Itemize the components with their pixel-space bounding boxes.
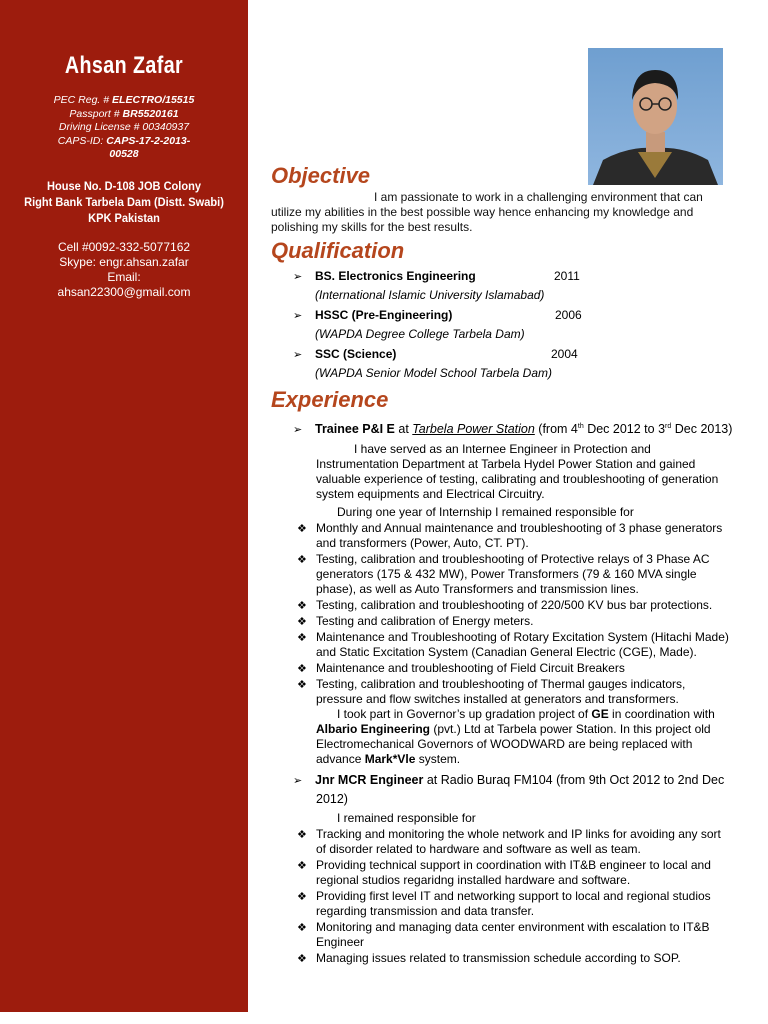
qualification-year: 2011	[554, 269, 580, 283]
contact	[0, 240, 248, 300]
bullet-text: Providing first level IT and networking support to local and regional studios	[316, 889, 711, 903]
qualification-institute: (WAPDA Senior Model School Tarbela Dam)	[315, 366, 552, 380]
arrow-bullet-icon: ➢	[293, 310, 303, 322]
qualification-item: ➢ HSSC (Pre-Engineering)	[293, 306, 452, 326]
job-1-intro-line: system equipments and Electrical Circuitry.	[316, 487, 545, 501]
qualification-heading: Qualification	[271, 238, 405, 263]
governor-line: advance Mark*Vle system.	[316, 752, 461, 766]
address	[10, 178, 238, 226]
job-2-resp: I remained responsible for	[337, 811, 476, 825]
diamond-bullet-icon: ❖	[297, 663, 307, 675]
qualification-institute: (International Islamic University Islamabad)	[315, 288, 545, 302]
diamond-bullet-icon: ❖	[297, 679, 307, 691]
caps-id-cont: 00528	[109, 148, 139, 160]
cell-number: Cell #0092-332-5077162	[57, 239, 191, 254]
candidate-name: Ahsan Zafar	[64, 52, 184, 79]
bullet-text: Monthly and Annual maintenance and troubleshooting of 3 phase generators	[316, 521, 723, 535]
arrow-bullet-icon: ➢	[293, 775, 303, 787]
bullet-text: and Static Excitation System (Canadian General Electric (CGE), Made).	[316, 645, 697, 659]
bullet-text: of disorder related to hardware and software as well as team.	[316, 842, 641, 856]
bullet-text: Tracking and monitoring the whole network and IP links for avoiding any sort	[316, 827, 721, 841]
job-1-intro-line: valuable experience of testing, calibrating and troubleshooting of generation	[316, 472, 719, 486]
diamond-bullet-icon: ❖	[297, 616, 307, 628]
qualification-institute: (WAPDA Degree College Tarbela Dam)	[315, 327, 525, 341]
diamond-bullet-icon: ❖	[297, 600, 307, 612]
caps-id: CAPS-ID: CAPS-17-2-2013-	[57, 134, 191, 147]
bullet-text: Providing technical support in coordination with IT&B engineer to local and	[316, 858, 711, 872]
diamond-bullet-icon: ❖	[297, 922, 307, 934]
job-2-title-cont: 2012)	[316, 792, 348, 806]
experience-heading: Experience	[271, 387, 389, 412]
job-1-intro-line: Instrumentation Department at Tarbela Hydel Power Station and gained	[316, 457, 696, 471]
bullet-text: Testing and calibration of Energy meters.	[316, 614, 534, 628]
arrow-bullet-icon: ➢	[293, 349, 303, 361]
diamond-bullet-icon: ❖	[297, 953, 307, 965]
objective-line-3: polishing my skills for the best results.	[271, 220, 473, 234]
objective-line-1: I am passionate to work in a challenging environment that can	[374, 190, 703, 204]
bullet-text: Managing issues related to transmission schedule according to SOP.	[316, 951, 681, 965]
profile-photo	[588, 48, 723, 185]
governor-line: Electromechanical Governors of WOODWARD are being replaced with	[316, 737, 693, 751]
bullet-text: phase), as well as Auto Transformers and transmission lines.	[316, 582, 639, 596]
diamond-bullet-icon: ❖	[297, 860, 307, 872]
qualification-item: ➢ SSC (Science)	[293, 345, 396, 365]
arrow-bullet-icon: ➢	[293, 424, 303, 437]
objective-line-2: utilize my abilities in the best possible way hence enhancing my knowledge and	[271, 205, 694, 219]
address-line-3: KPK Pakistan	[88, 210, 160, 225]
bullet-text: Engineer	[316, 935, 365, 949]
passport: Passport # BR5520161	[69, 107, 179, 120]
diamond-bullet-icon: ❖	[297, 554, 307, 566]
bullet-text: Maintenance and troubleshooting of Field Circuit Breakers	[316, 661, 625, 675]
job-1-title: ➢ Trainee P&I E at Tarbela Power Station (from 4th Dec 2012 to 3rd Dec 2013)	[293, 417, 732, 440]
governor-line: I took part in Governor’s up gradation project of GE in coordination with	[337, 707, 715, 721]
qualification-year: 2004	[551, 347, 578, 361]
sidebar	[0, 0, 248, 1012]
diamond-bullet-icon: ❖	[297, 891, 307, 903]
governor-line: Albario Engineering (pvt.) Ltd at Tarbela power Station. In this project old	[316, 722, 711, 736]
address-line-2: Right Bank Tarbela Dam (Distt. Swabi)	[24, 194, 224, 209]
qualification-year: 2006	[555, 308, 582, 322]
email-label: Email:	[107, 269, 141, 284]
email-address[interactable]: ahsan22300@gmail.com	[57, 284, 191, 299]
objective-heading: Objective	[271, 163, 371, 188]
diamond-bullet-icon: ❖	[297, 632, 307, 644]
bullet-text: generators (175 & 432 MW), Power Transformers (79 & 160 MVA single	[316, 567, 697, 581]
person-portrait-icon	[588, 48, 723, 185]
address-line-1: House No. D-108 JOB Colony	[47, 178, 201, 193]
bullet-text: Testing, calibration and troubleshooting of Thermal gauges indicators,	[316, 677, 686, 691]
identifiers	[0, 94, 248, 162]
bullet-text: regional studios regaridng installed hardware and software.	[316, 873, 631, 887]
bullet-text: and transformers (Power, Auto, CT. PT).	[316, 536, 529, 550]
skype-id: Skype: engr.ahsan.zafar	[59, 254, 189, 269]
job-2-title: ➢ Jnr MCR Engineer at Radio Buraq FM104 (from 9th Oct 2012 to 2nd Dec	[293, 771, 724, 791]
bullet-text: Testing, calibration and troubleshooting of Protective relays of 3 Phase AC	[316, 552, 710, 566]
arrow-bullet-icon: ➢	[293, 271, 303, 283]
bullet-text: regarding transmission and data transfer.	[316, 904, 535, 918]
diamond-bullet-icon: ❖	[297, 829, 307, 841]
diamond-bullet-icon: ❖	[297, 523, 307, 535]
bullet-text: Monitoring and managing data center environment with escalation to IT&B	[316, 920, 710, 934]
bullet-text: Testing, calibration and troubleshooting of 220/500 KV bus bar protections.	[316, 598, 713, 612]
job-1-during: During one year of Internship I remained responsible for	[337, 505, 634, 519]
pec-reg: PEC Reg. # ELECTRO/15515	[53, 94, 195, 106]
bullet-text: Maintenance and Troubleshooting of Rotary Excitation System (Hitachi Made)	[316, 630, 729, 644]
bullet-text: pressure and flow switches installed at generators and transformers.	[316, 692, 679, 706]
job-1-intro-line: I have served as an Internee Engineer in Protection and	[354, 442, 651, 456]
qualification-item: ➢ BS. Electronics Engineering	[293, 267, 476, 287]
driving-license: Driving License # 00340937	[58, 121, 190, 133]
